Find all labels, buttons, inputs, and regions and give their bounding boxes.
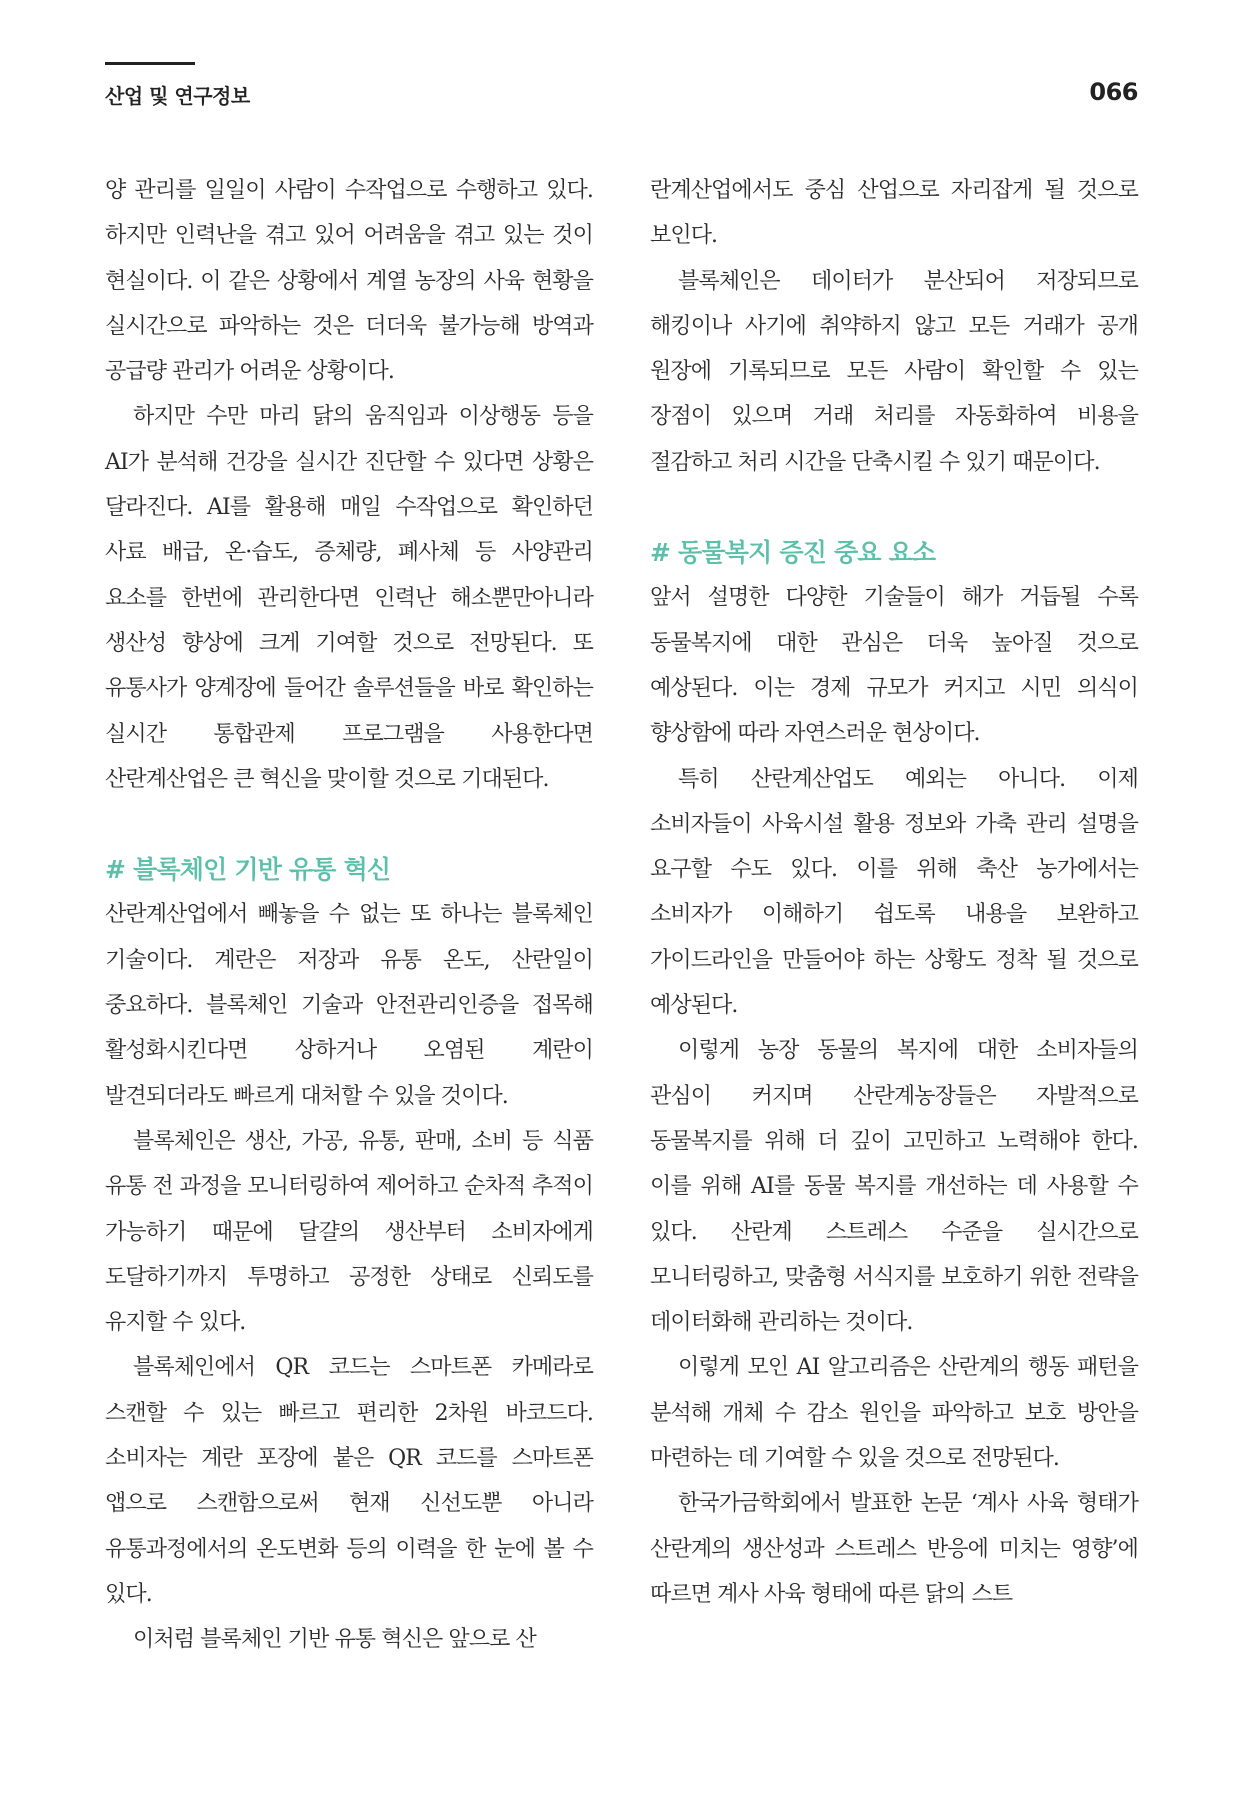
paragraph: 이처럼 블록체인 기반 유통 혁신은 앞으로 산 <box>133 1627 536 1653</box>
header-rule <box>105 62 195 65</box>
section-heading-blockchain: # 블록체인 기반 유통 혁신 <box>105 855 391 885</box>
paragraph: 이렇게 농장 동물의 복지에 대한 소비자들의 관심이 커지며 산란계농장들은 자발적으로 동물복지를 위해 더 깊이 고민하고 노력해야 한다. 이를 위해 AI를 동물 복지를 개선하는 데 사용할 수 있다. 산란계 스트레스 수준을 실시간으로 모니터링하고, 맞춤형 서식지를 보호하기 위한 전략을 데이터화해 관리하는 것이다. <box>650 1038 1138 1336</box>
right-column <box>650 168 1138 1617</box>
paragraph: 특히 산란계산업도 예외는 아니다. 이제 소비자들이 사육시설 활용 정보와 가축 관리 설명을 요구할 수도 있다. 이를 위해 축산 농가에서는 소비자가 이해하기 쉽도록 내용을 보완하고 가이드라인을 만들어야 하는 상황도 정착 될 것으로 예상된다. <box>650 766 1138 1019</box>
paragraph: 산란계산업에서 빼놓을 수 없는 또 하나는 블록체인 기술이다. 계란은 저장과 유통 온도, 산란일이 중요하다. 블록체인 기술과 안전관리인증을 접목해 활성화시킨다면 상하거나 오염된 계란이 발견되더라도 빠르게 대처할 수 있을 것이다. <box>105 902 593 1109</box>
paragraph: 란계산업에서도 중심 산업으로 자리잡게 될 것으로 보인다. <box>650 178 1138 249</box>
left-column <box>105 168 593 1663</box>
paragraph: 이렇게 모인 AI 알고리즘은 산란계의 행동 패턴을 분석해 개체 수 감소 원인을 파악하고 보호 방안을 마련하는 데 기여할 수 있을 것으로 전망된다. <box>650 1355 1138 1472</box>
paragraph: 한국가금학회에서 발표한 논문 ‘계사 사육 형태가 산란계의 생산성과 스트레스 반응에 미치는 영향’에 따르면 계사 사육 형태에 따른 닭의 스트 <box>650 1491 1138 1607</box>
page-number: 066 <box>1089 78 1138 106</box>
paragraph: 블록체인에서 QR 코드는 스마트폰 카메라로 스캔할 수 있는 빠르고 편리한 2차원 바코드다. 소비자는 계란 포장에 붙은 QR 코드를 스마트폰 앱으로 스캔함으로써 현재 신선도뿐 아니라 유통과정에서의 온도변화 등의 이력을 한 눈에 볼 수 있다. <box>105 1355 593 1607</box>
paragraph: 블록체인은 생산, 가공, 유통, 판매, 소비 등 식품 유통 전 과정을 모니터링하여 제어하고 순차적 추적이 가능하기 때문에 달걀의 생산부터 소비자에게 도달하기까지 투명하고 공정한 상태로 신뢰도를 유지할 수 있다. <box>105 1128 593 1336</box>
section-heading-animal-welfare: # 동물복지 증진 중요 요소 <box>650 538 936 568</box>
section-label: 산업 및 연구정보 <box>105 84 250 108</box>
paragraph: 블록체인은 데이터가 분산되어 저장되므로 해킹이나 사기에 취약하지 않고 모든 거래가 공개 원장에 기록되므로 모든 사람이 확인할 수 있는 장점이 있으며 거래 처리를 자동화하여 비용을 절감하고 처리 시간을 단축시킬 수 있기 때문이다. <box>650 268 1138 475</box>
paragraph: 앞서 설명한 다양한 기술들이 해가 거듭될 수록 동물복지에 대한 관심은 더욱 높아질 것으로 예상된다. 이는 경제 규모가 커지고 시민 의식이 향상함에 따라 자연스러운 현상이다. <box>650 585 1138 747</box>
paragraph: 하지만 수만 마리 닭의 움직임과 이상행동 등을 AI가 분석해 건강을 실시간 진단할 수 있다면 상황은 달라진다. AI를 활용해 매일 수작업으로 확인하던 사료 배급, 온·습도, 증체량, 폐사체 등 사양관리 요소를 한번에 관리한다면 인력난 해소뿐만아니라 생산성 향상에 크게 기여할 것으로 전망된다. 또 유통사가 양계장에 들어간 솔루션들을 바로 확인하는 실시간 통합관제 프로그램을 사용한다면 산란계산업은 큰 혁신을 맞이할 것으로 기대된다. <box>105 404 593 792</box>
paragraph: 양 관리를 일일이 사람이 수작업으로 수행하고 있다. 하지만 인력난을 겪고 있어 어려움을 겪고 있는 것이 현실이다. 이 같은 상황에서 계열 농장의 사육 현황을 실시간으로 파악하는 것은 더더욱 불가능해 방역과 공급량 관리가 어려운 상황이다. <box>105 178 593 385</box>
